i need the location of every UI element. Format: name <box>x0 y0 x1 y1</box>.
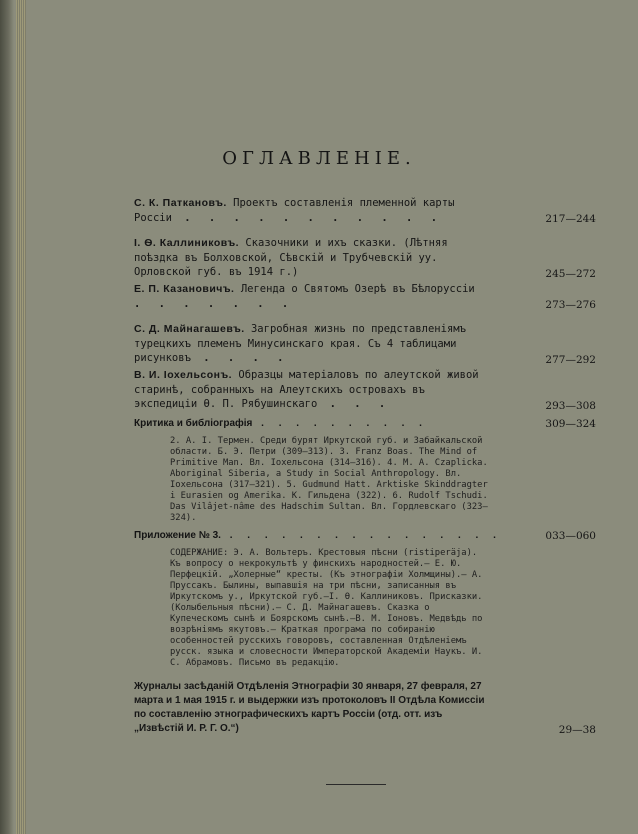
entry-pages: 245—272 <box>545 267 596 280</box>
toc-entry: В. И. Iохельсонъ. Образцы матеріаловъ по алеутской живой старинѣ, собранныхъ на Алеутскихъ островахъ въ экспедиціи Ѳ. П. Рябушинскаго . . . 293—308 <box>134 369 596 412</box>
entry-author: I. Ѳ. Каллиниковъ. <box>134 237 240 249</box>
toc-entry: Е. П. Казановичъ. Легенда о Святомъ Озерѣ въ Бѣлоруссіи . . . . . . . 273—276 <box>134 283 596 311</box>
entry-title: Сказочники и ихъ сказки. (Лѣтняя поѣздка въ Болховской, Сѣвскій и Трубчевскій уу. Орловской губ. въ 1914 г.) <box>134 237 448 278</box>
entry-title: Проектъ составленія племенной карты Россіи <box>134 197 455 224</box>
entry-pages: 293—308 <box>545 399 596 412</box>
closing-rule <box>326 784 386 785</box>
entry-author: В. И. Iохельсонъ. <box>134 369 233 381</box>
book-spine <box>0 0 14 834</box>
appendix-pages: 033—060 <box>545 530 596 542</box>
entry-author: С. Д. Майнагашевъ. <box>134 323 245 335</box>
toc-entry: С. К. Паткановъ. Проектъ составленія племенной карты Россіи . . . . . . . . . . . 217—244 <box>134 197 596 225</box>
criticism-details: 2. А. І. Термен. Среди бурят Иркутской губ. и Забайкальской области. Б. Э. Петри (309—313). 3. Franz Boas. The Mind of Primitive Man. Вл. Iохельсона (314—316). 4. M. A. Czaplicka. Aboriginal Siberia, a Study in Social Anthropology. Вл. Iохельсона (317—321). 5. Gudmund Hatt. Arktiske Skinddragter i Eurasien og Amerika. К. Гильдена (322). 6. Rudolf Tschudi. Das Vilâjet-nâme des Hadschim Sultan. Вл. Гордлевскаго (323—324). <box>170 436 488 523</box>
entry-title: Образцы матеріаловъ по алеутской живой старинѣ, собранныхъ на Алеутскихъ островахъ въ экспедиціи Ѳ. П. Рябушинскаго <box>134 369 479 410</box>
entry-author: С. К. Паткановъ. <box>134 197 227 209</box>
entry-pages: 217—244 <box>545 213 596 225</box>
appendix-details: СОДЕРЖАНИЕ: Э. А. Вольтеръ. Крестовыя пѣсни (ristiperäja). Къ вопросу о некрокультѣ у финскихъ народностей.— Е. Ю. Перфецкій. „Холерные“ кресты. (Къ этнографіи Холмщины).— А. Прусcакъ. Былины, выпавшiя на три пѣсни, записанныя въ Иркутскомъ у., Иркутской губ.—I. Ѳ. Каллиниковъ. Присказки. (Колыбельныя пѣсни).— С. Д. Майнагашевъ. Сказка о Купеческомъ сынѣ и Боярскомъ сынѣ.—В. М. Іоновъ. Медвѣдь по возрѣніямъ якутовъ.— Краткая програма по собиранію особенностей русскихъ говоровъ, составленная Отдѣленіемъ русск. языка и словесности Императорской Академіи Наукъ. И. С. Абрамовъ. Письмо въ редакцію. <box>170 548 483 668</box>
appendix-heading: Приложение № 3. . . . . . . . . . . . . . . . . 033—060 <box>134 530 596 542</box>
entry-pages: 277—292 <box>545 353 596 366</box>
entry-pages: 273—276 <box>545 299 596 311</box>
journals-entry <box>134 680 596 736</box>
page-title: ОГЛАВЛЕНIЕ. <box>222 148 416 169</box>
toc-entry <box>134 236 596 280</box>
entry-title: Легенда о Святомъ Озерѣ въ Бѣлоруссіи <box>240 283 475 295</box>
toc-entry: С. Д. Майнагашевъ. Загробная жизнь по представленіямъ турецкихъ племенъ Минусинскаго края. Съ 4 таблицами рисунковъ . . . . 277—292 <box>134 323 596 366</box>
criticism-pages: 309—324 <box>545 418 596 430</box>
page-edges <box>16 0 26 834</box>
journals-text: Журналы засѣданій Отдѣленія Этнографіи 30 января, 27 февраля, 27 марта и 1 мая 1915 г. и выдержки изъ протоколовъ II Отдѣла Комиссіи по составленію этнографическихъ картъ Россіи (отд. отт. изъ „Извѣстій И. Р. Г. О.“) <box>134 681 485 734</box>
journals-pages: 29—38 <box>558 724 596 736</box>
entry-title: Загробная жизнь по представленіямъ турецкихъ племенъ Минусинскаго края. Съ 4 таблицами рисунковъ <box>134 323 466 364</box>
criticism-heading: Критика и библіографія . . . . . . . . . . 309—324 <box>134 418 596 430</box>
entry-author: Е. П. Казановичъ. <box>134 283 235 295</box>
